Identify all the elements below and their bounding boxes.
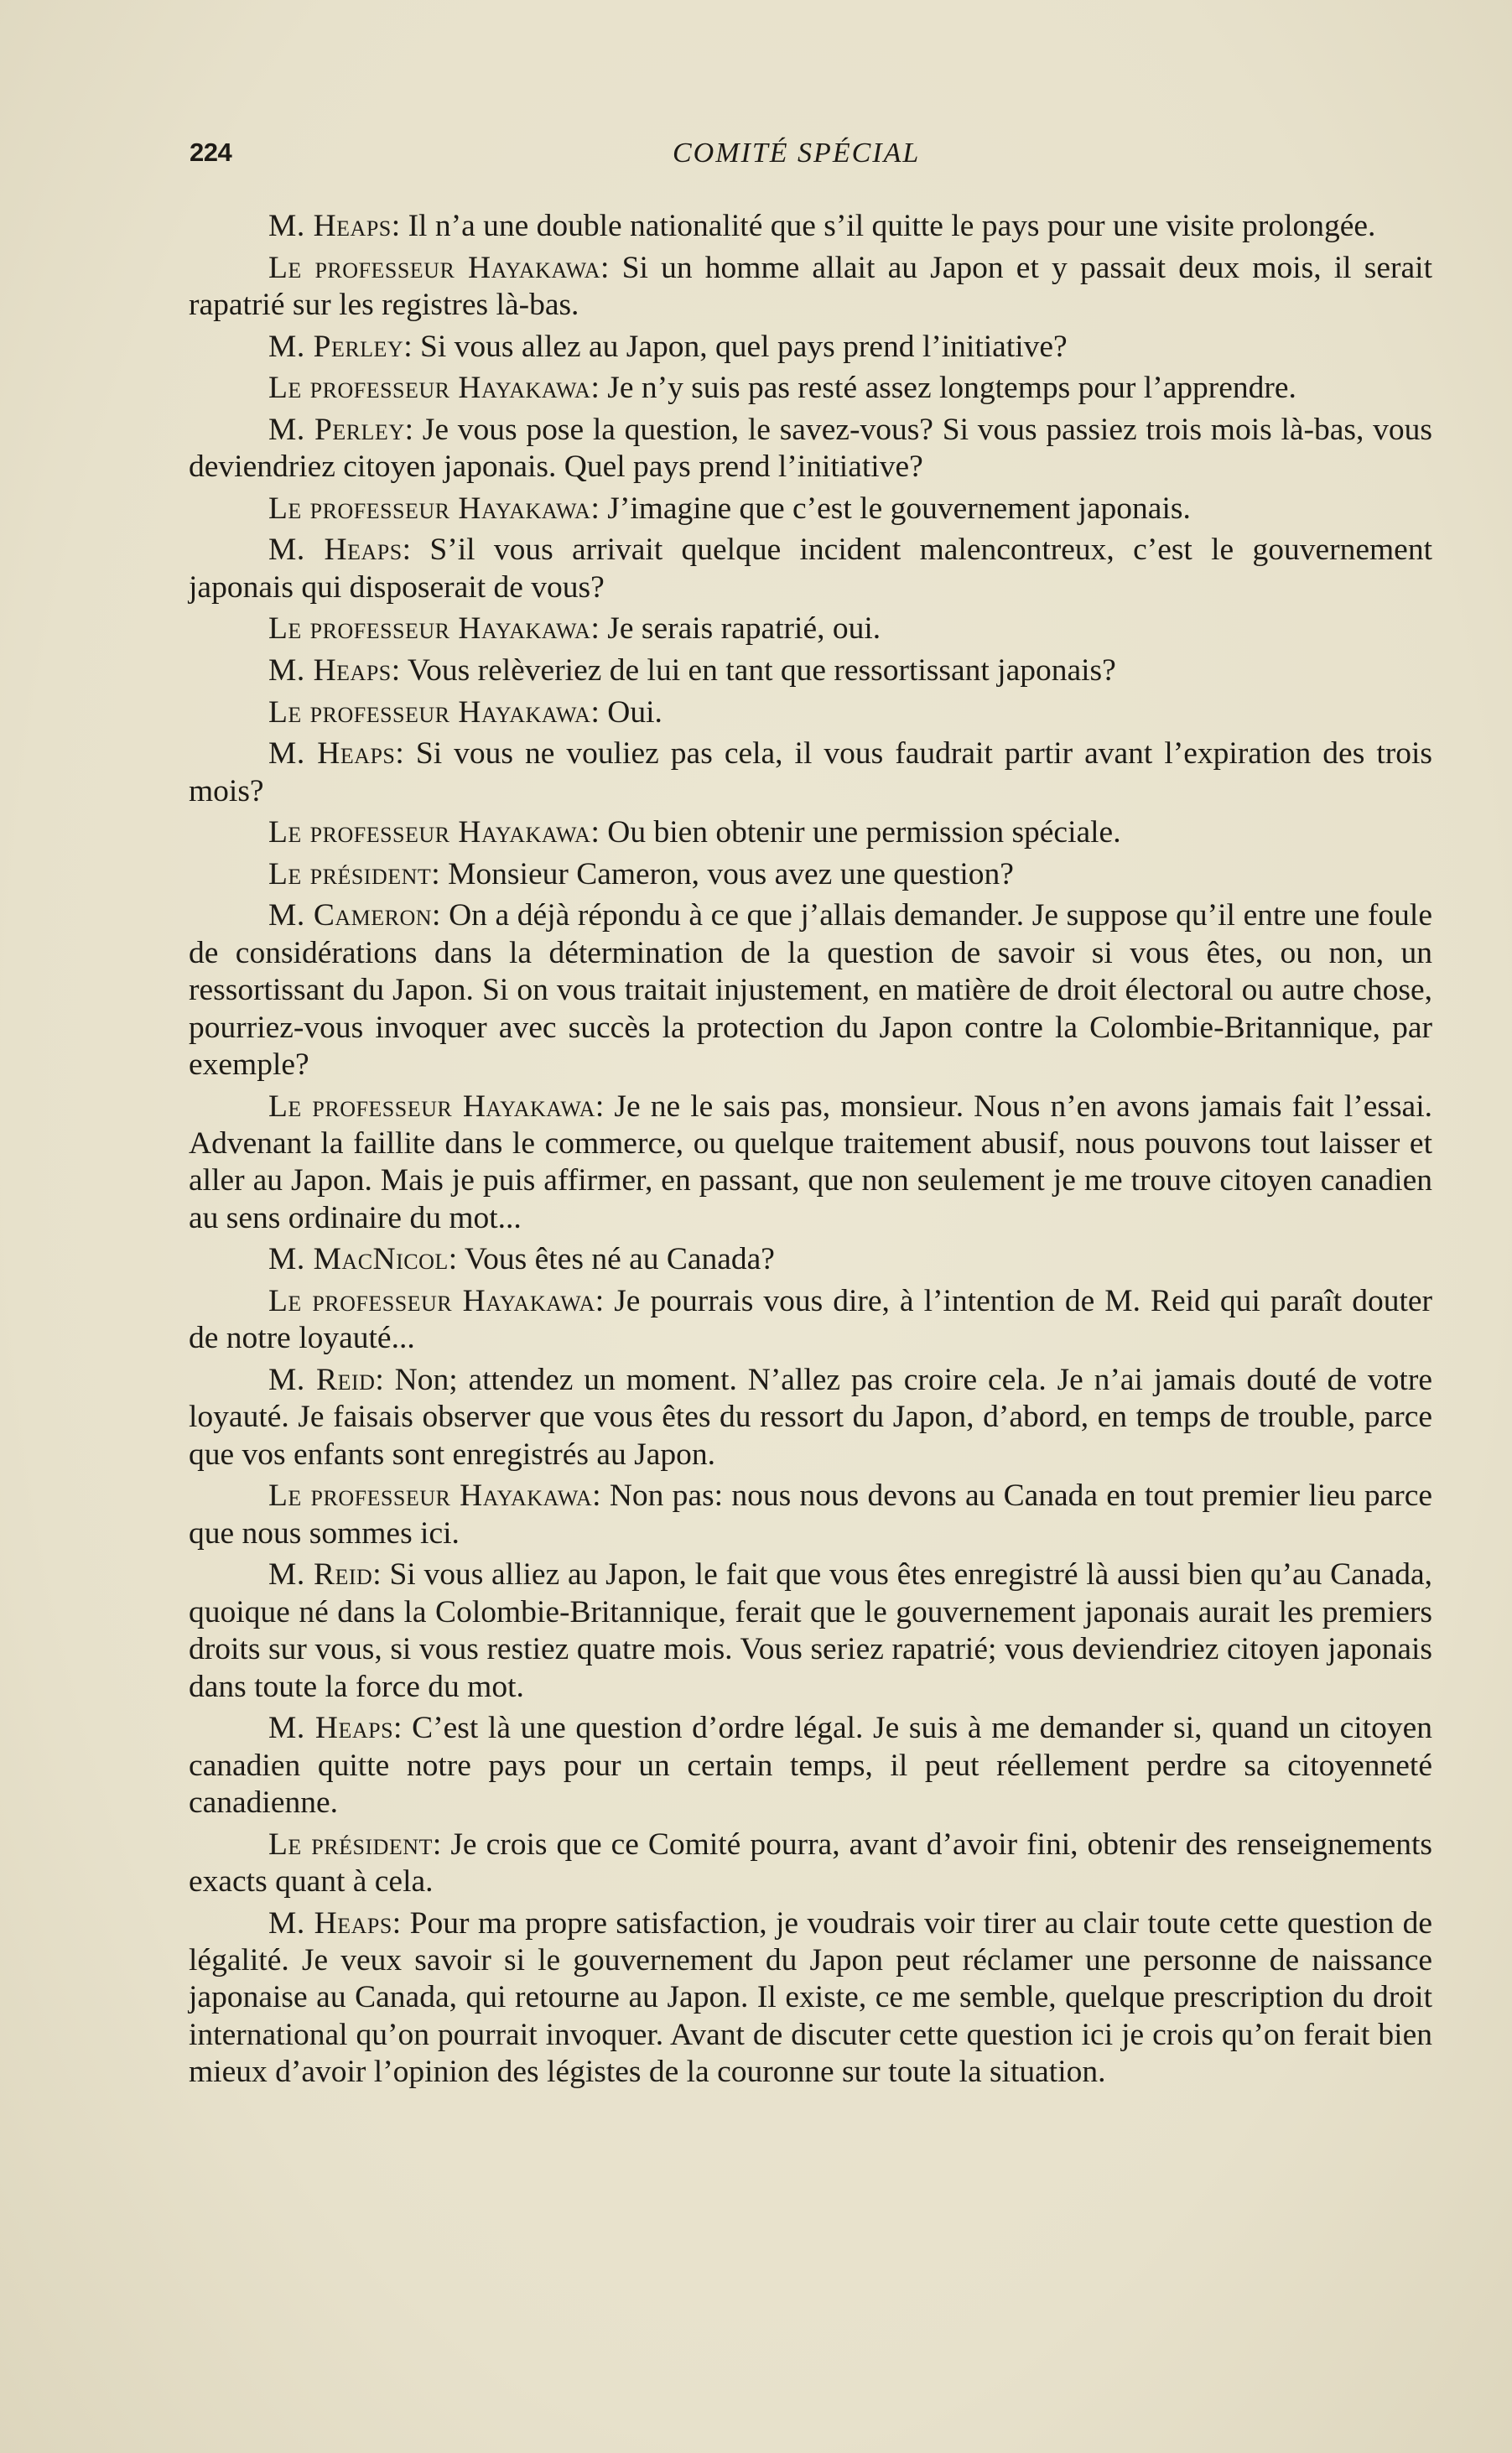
transcript-paragraph xyxy=(189,1089,1432,1238)
speaker-separator: : xyxy=(392,1905,410,1941)
speaker-separator: : xyxy=(403,329,421,364)
speaker-separator: : xyxy=(404,412,423,447)
speaker-separator: : xyxy=(432,898,449,933)
speaker-separator: : xyxy=(375,1362,395,1397)
speaker-separator: : xyxy=(391,652,408,688)
speaker-separator: : xyxy=(372,1557,390,1593)
transcript-paragraph xyxy=(189,370,1432,407)
transcript-paragraph xyxy=(189,532,1432,606)
paragraph-text: Ou bien obtenir une permission spéciale. xyxy=(607,815,1121,850)
transcript-paragraph xyxy=(189,208,1432,245)
transcript-paragraph xyxy=(189,897,1432,1084)
speaker-separator: : xyxy=(590,371,608,406)
paragraph-text: J’imagine que c’est le gouvernement japonais. xyxy=(607,491,1191,526)
speaker-separator: : xyxy=(590,491,608,526)
transcript-paragraph xyxy=(189,329,1432,366)
paragraph-text: Non; attendez un moment. N’allez pas croire cela. Je n’ai jamais douté de votre loyauté. Je faisais observer que vous êtes du ressort du Japon, d’abord, en temps de trouble, parce que vos enfants sont enregistrés au Japon. xyxy=(189,1362,1432,1472)
paragraph-text: Je vous pose la question, le savez-vous? Si vous passiez trois mois là-bas, vous deviendriez citoyen japonais. Quel pays prend l’initiative? xyxy=(189,412,1432,485)
speaker-name: M. Reid xyxy=(268,1362,376,1397)
paragraph-text: Si vous alliez au Japon, le fait que vous êtes enregistré là aussi bien qu’au Canada, quoique né dans la Colombie-Britannique, ferait que le gouvernement japonais aurait les premiers droits sur vous, si vous restiez quatre mois. Vous seriez rapatrié; vous deviendriez citoyen japonais dans toute la force du mot. xyxy=(189,1557,1432,1704)
speaker-name: M. Perley xyxy=(268,412,405,447)
transcript-paragraph xyxy=(189,652,1432,689)
transcript-paragraph xyxy=(189,694,1432,731)
speaker-separator: : xyxy=(402,533,430,568)
speaker-name: M. MacNicol xyxy=(268,1242,449,1277)
paragraph-text: Je pourrais vous dire, à l’intention de M. Reid qui paraît douter de notre loyauté... xyxy=(189,1283,1433,1356)
paragraph-text: Non pas: nous nous devons au Canada en tout premier lieu parce que nous sommes ici. xyxy=(189,1479,1432,1551)
running-head xyxy=(190,138,1431,179)
transcript-paragraph xyxy=(189,250,1432,325)
transcript-paragraph xyxy=(189,1710,1432,1822)
paragraph-text: Si vous ne vouliez pas cela, il vous faudrait partir avant l’expiration des trois mois? xyxy=(189,736,1432,808)
paragraph-text: Pour ma propre satisfaction, je voudrais voir tirer au clair toute cette question de légalité. Je veux savoir si le gouvernement du Japon peut réclamer une personne de naissance japonaise au Canada, qui retourne au Japon. Il existe, ce me semble, quelque prescription du droit international qu’on pourrait invoquer. Avant de discuter cette question ici je crois qu’on ferait bien mieux d’avoir l’opinion des légistes de la couronne sur toute la situation. xyxy=(189,1905,1433,2090)
transcript-paragraph xyxy=(189,1283,1432,1358)
speaker-name: M. Heaps xyxy=(268,652,392,688)
speaker-name: M. Cameron xyxy=(268,898,433,933)
speaker-name: Le président xyxy=(268,856,432,891)
paragraph-text: Je ne le sais pas, monsieur. Nous n’en avons jamais fait l’essai. Advenant la faillite dans le commerce, ou quelque traitement abusif, nous pouvons tout laisser et aller au Japon. Mais je puis affirmer, en passant, que non seulement je me trouve citoyen canadien au sens ordinaire du mot... xyxy=(189,1089,1432,1235)
speaker-separator: : xyxy=(590,815,608,850)
paragraph-text: Il n’a une double nationalité que s’il quitte le pays pour une visite prolongée. xyxy=(408,209,1376,243)
speaker-name: Le professeur Hayakawa xyxy=(268,694,591,730)
transcript-paragraph xyxy=(189,491,1432,527)
transcript-paragraph xyxy=(189,1478,1432,1552)
paragraph-text: Oui. xyxy=(607,694,662,730)
transcript-paragraph xyxy=(189,856,1432,893)
speaker-name: Le professeur Hayakawa xyxy=(268,611,591,647)
speaker-name: M. Perley xyxy=(268,329,404,364)
speaker-name: Le professeur Hayakawa xyxy=(268,371,591,406)
speaker-name: M. Heaps xyxy=(268,209,392,243)
paragraph-text: Je crois que ce Comité pourra, avant d’avoir fini, obtenir des renseignements exacts quant à cela. xyxy=(189,1827,1432,1899)
speaker-separator: : xyxy=(590,611,608,647)
speaker-separator: : xyxy=(600,250,622,285)
paragraph-text: S’il vous arrivait quelque incident malencontreux, c’est le gouvernement japonais qui disposerait de vous? xyxy=(189,533,1432,605)
speaker-name: M. Reid xyxy=(268,1557,373,1593)
paragraph-text: Vous êtes né au Canada? xyxy=(464,1242,775,1277)
speaker-separator: : xyxy=(595,1283,615,1318)
speaker-name: Le professeur Hayakawa xyxy=(268,250,601,285)
transcript-paragraph xyxy=(189,1241,1432,1278)
paragraph-text: Je n’y suis pas resté assez longtemps pour l’apprendre. xyxy=(607,371,1296,406)
transcript-paragraph xyxy=(189,1362,1432,1473)
paragraph-text: On a déjà répondu à ce que j’allais demander. Je suppose qu’il entre une foule de considérations dans la détermination de la question de savoir si vous êtes, ou non, un ressortissant du Japon. Si on vous traitait injustement, en matière de droit électoral ou autre chose, pourriez-vous invoquer avec succès la protection du Japon contre la Colombie-Britannique, par exemple? xyxy=(189,898,1432,1082)
speaker-separator: : xyxy=(395,736,416,772)
speaker-separator: : xyxy=(595,1089,615,1124)
speaker-separator: : xyxy=(431,856,449,891)
speaker-name: Le président xyxy=(268,1827,433,1862)
speaker-name: Le professeur Hayakawa xyxy=(268,491,591,526)
paragraph-text: Vous relèveriez de lui en tant que ressortissant japonais? xyxy=(407,652,1116,688)
running-title: COMITÉ SPÉCIAL xyxy=(673,138,921,169)
paragraph-text: Monsieur Cameron, vous avez une question? xyxy=(448,856,1014,891)
page-number: 224 xyxy=(190,138,232,167)
transcript-paragraph xyxy=(189,1905,1432,2092)
speaker-name: Le professeur Hayakawa xyxy=(268,1089,595,1124)
speaker-name: Le professeur Hayakawa xyxy=(268,1283,595,1318)
paragraph-text: Si un homme allait au Japon et y passait deux mois, il serait rapatrié sur les registres là-bas. xyxy=(189,250,1432,322)
transcript-paragraph xyxy=(189,412,1432,486)
speaker-separator: : xyxy=(391,209,408,243)
transcript-body xyxy=(189,208,1432,2096)
transcript-paragraph xyxy=(189,1557,1432,1706)
speaker-name: M. Heaps xyxy=(268,1905,392,1941)
transcript-paragraph xyxy=(189,735,1432,810)
speaker-name: M. Heaps xyxy=(268,736,396,772)
speaker-separator: : xyxy=(393,1711,413,1746)
paragraph-text: Si vous allez au Japon, quel pays prend l’initiative? xyxy=(420,329,1068,364)
speaker-separator: : xyxy=(432,1827,451,1862)
transcript-paragraph xyxy=(189,1827,1432,1901)
transcript-paragraph xyxy=(189,814,1432,851)
paragraph-text: Je serais rapatrié, oui. xyxy=(607,611,881,647)
speaker-separator: : xyxy=(590,694,608,730)
transcript-paragraph xyxy=(189,611,1432,647)
paragraph-text: C’est là une question d’ordre légal. Je suis à me demander si, quand un citoyen canadien quitte notre pays pour un certain temps, il peut réellement perdre sa citoyenneté canadienne. xyxy=(189,1711,1432,1820)
speaker-name: Le professeur Hayakawa xyxy=(268,1479,593,1514)
speaker-name: Le professeur Hayakawa xyxy=(268,815,591,850)
speaker-separator: : xyxy=(448,1242,465,1277)
speaker-name: M. Heaps xyxy=(268,533,403,568)
speaker-separator: : xyxy=(592,1479,610,1514)
speaker-name: M. Heaps xyxy=(268,1711,394,1746)
